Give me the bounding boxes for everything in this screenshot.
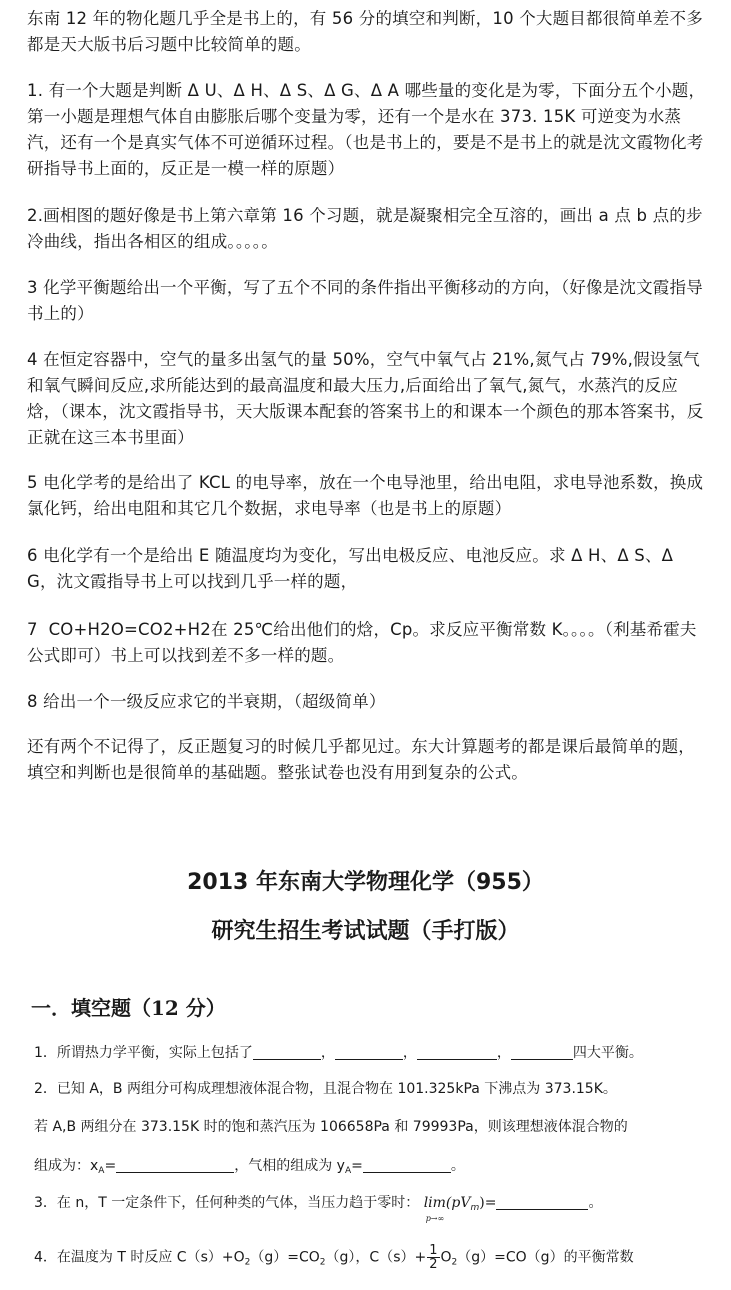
separator: ，: [402, 1045, 417, 1061]
question-1: [34, 1042, 704, 1064]
lim-symbol: lim: [423, 1195, 446, 1211]
exam-subtitle: 研究生招生考试试题（手打版）: [211, 919, 520, 944]
intro-paragraph-item-5: 5 电化学考的是给出了 KCL 的电导率，放在一个电导池里，给出电阻，求电导池系数，换成氯化钙，给出电阻和其它几个数据，求电导率（也是书上的原题）: [27, 473, 704, 518]
intro-paragraph-item-3: 3 化学平衡题给出一个平衡，写了五个不同的条件指出平衡移动的方向，（好像是沈文霞指导书上的）: [27, 278, 703, 323]
answer-blank: [417, 1043, 497, 1060]
answer-blank: [335, 1043, 403, 1060]
intro-paragraph-item-7: 7 CO+H2O=CO2+H2在 25℃给出他们的焓，Cp。求反应平衡常数 K。。。。（利基希霍夫公式即可）书上可以找到差不多一样的题。: [27, 620, 697, 665]
limit-expression: [423, 1192, 446, 1223]
subscript-a: A: [98, 1166, 105, 1176]
question-2-line-2: 若 A,B 两组分在 373.15K 时的饱和蒸汽压为 106658Pa 和 79993Pa，则该理想液体混合物的: [34, 1119, 628, 1135]
subscript-2: 2: [319, 1257, 326, 1268]
equals-sign: =: [104, 1158, 117, 1174]
lim-subscript: p→∞: [425, 1214, 445, 1223]
oxygen-symbol: O: [440, 1249, 452, 1266]
question-3: [34, 1192, 704, 1223]
answer-blank: [496, 1193, 588, 1210]
question-2-line-1: 2．已知 A，B 两组分可构成理想液体混合物，且混合物在 101.325kPa 下沸点为 373.15K。: [34, 1081, 617, 1097]
answer-blank: [253, 1043, 321, 1060]
answer-blank: [511, 1043, 573, 1060]
question-4-text: 4．在温度为 T 时反应 C（s）+O: [34, 1249, 245, 1266]
subscript-2: 2: [451, 1257, 458, 1268]
separator: ，: [496, 1045, 511, 1061]
vapor-composition-label: ，气相的组成为 y: [234, 1158, 345, 1174]
question-4-text: （g）=CO: [250, 1249, 320, 1266]
question-4-text: （g），C（s）+: [325, 1249, 427, 1266]
subscript-2: 2: [244, 1257, 251, 1268]
pv-expression: (pV: [445, 1195, 471, 1211]
intro-paragraph-item-4: 4 在恒定容器中，空气的量多出氢气的量 50%，空气中氧气占 21%,氮气占 79%,假设氢气和氧气瞬间反应,求所能达到的最高温度和最大压力,后面给出了氧气,氮气，水蒸汽的反应焓，（课本，沈文霞指导书，天大版课本配套的答案书上的和课本一个颜色的那本答案书，反正就在这三本书里面）: [27, 350, 704, 447]
separator: ，: [320, 1045, 335, 1061]
subscript-a: A: [344, 1166, 352, 1176]
numerator: 1: [429, 1243, 438, 1258]
answer-blank-xa: [116, 1156, 234, 1173]
intro-paragraph-item-2: 2.画相图的题好像是书上第六章第 16 个习题，就是凝聚相完全互溶的，画出 a 点 b 点的步冷曲线，指出各相区的组成。。。。。: [27, 206, 703, 251]
question-4: [34, 1244, 704, 1271]
denominator: 2: [429, 1257, 438, 1272]
question-2-line-3: [34, 1155, 704, 1177]
period: 。: [450, 1158, 465, 1174]
answer-blank-ya: [363, 1156, 451, 1173]
period: 。: [588, 1195, 603, 1211]
question-1-end: 四大平衡。: [572, 1045, 643, 1061]
question-3-text: 3．在 n，T 一定条件下，任何种类的气体，当压力趋于零时：: [34, 1195, 420, 1211]
intro-paragraph-item-8: 8 给出一个一级反应求它的半衰期，（超级简单）: [27, 692, 386, 711]
intro-paragraph-item-6: 6 电化学有一个是给出 E 随温度均为变化，写出电极反应、电池反应。求 Δ H、Δ S、Δ G，沈文霞指导书上可以找到几乎一样的题，: [27, 546, 679, 591]
question-1-text: 1．所谓热力学平衡，实际上包括了: [34, 1045, 253, 1061]
subscript-m: m: [470, 1203, 480, 1213]
expression-end: )=: [479, 1195, 497, 1211]
intro-paragraph-summary: 东南 12 年的物化题几乎全是书上的，有 56 分的填空和判断，10 个大题目都很简单差不多都是天大版书后习题中比较简单的题。: [27, 9, 703, 54]
composition-label: 组成为：x: [34, 1158, 99, 1174]
section-heading-fill-blank: 一．填空题（12 分）: [31, 996, 226, 1020]
intro-paragraph-item-1: 1. 有一个大题是判断 Δ U、Δ H、Δ S、Δ G、Δ A 哪些量的变化是为零，下面分五个小题，第一小题是理想气体自由膨胀后哪个变量为零，还有一个是水在 373. 15K 可逆变为水蒸汽，还有一个是真实气体不可逆循环过程。（也是书上的，要是不是书上的就是沈文霞物化考研指导书上面的，反正是一模一样的原题）: [27, 81, 706, 178]
intro-paragraph-closing: 还有两个不记得了，反正题复习的时候几乎都见过。东大计算题考的都是课后最简单的题，填空和判断也是很简单的基础题。整张试卷也没有用到复杂的公式。: [27, 737, 695, 782]
question-4-text: （g）=CO（g）的平衡常数: [457, 1249, 634, 1266]
fraction-one-half: [427, 1244, 439, 1271]
equals-sign: =: [351, 1158, 363, 1174]
exam-title: 2013 年东南大学物理化学（955）: [187, 870, 544, 895]
